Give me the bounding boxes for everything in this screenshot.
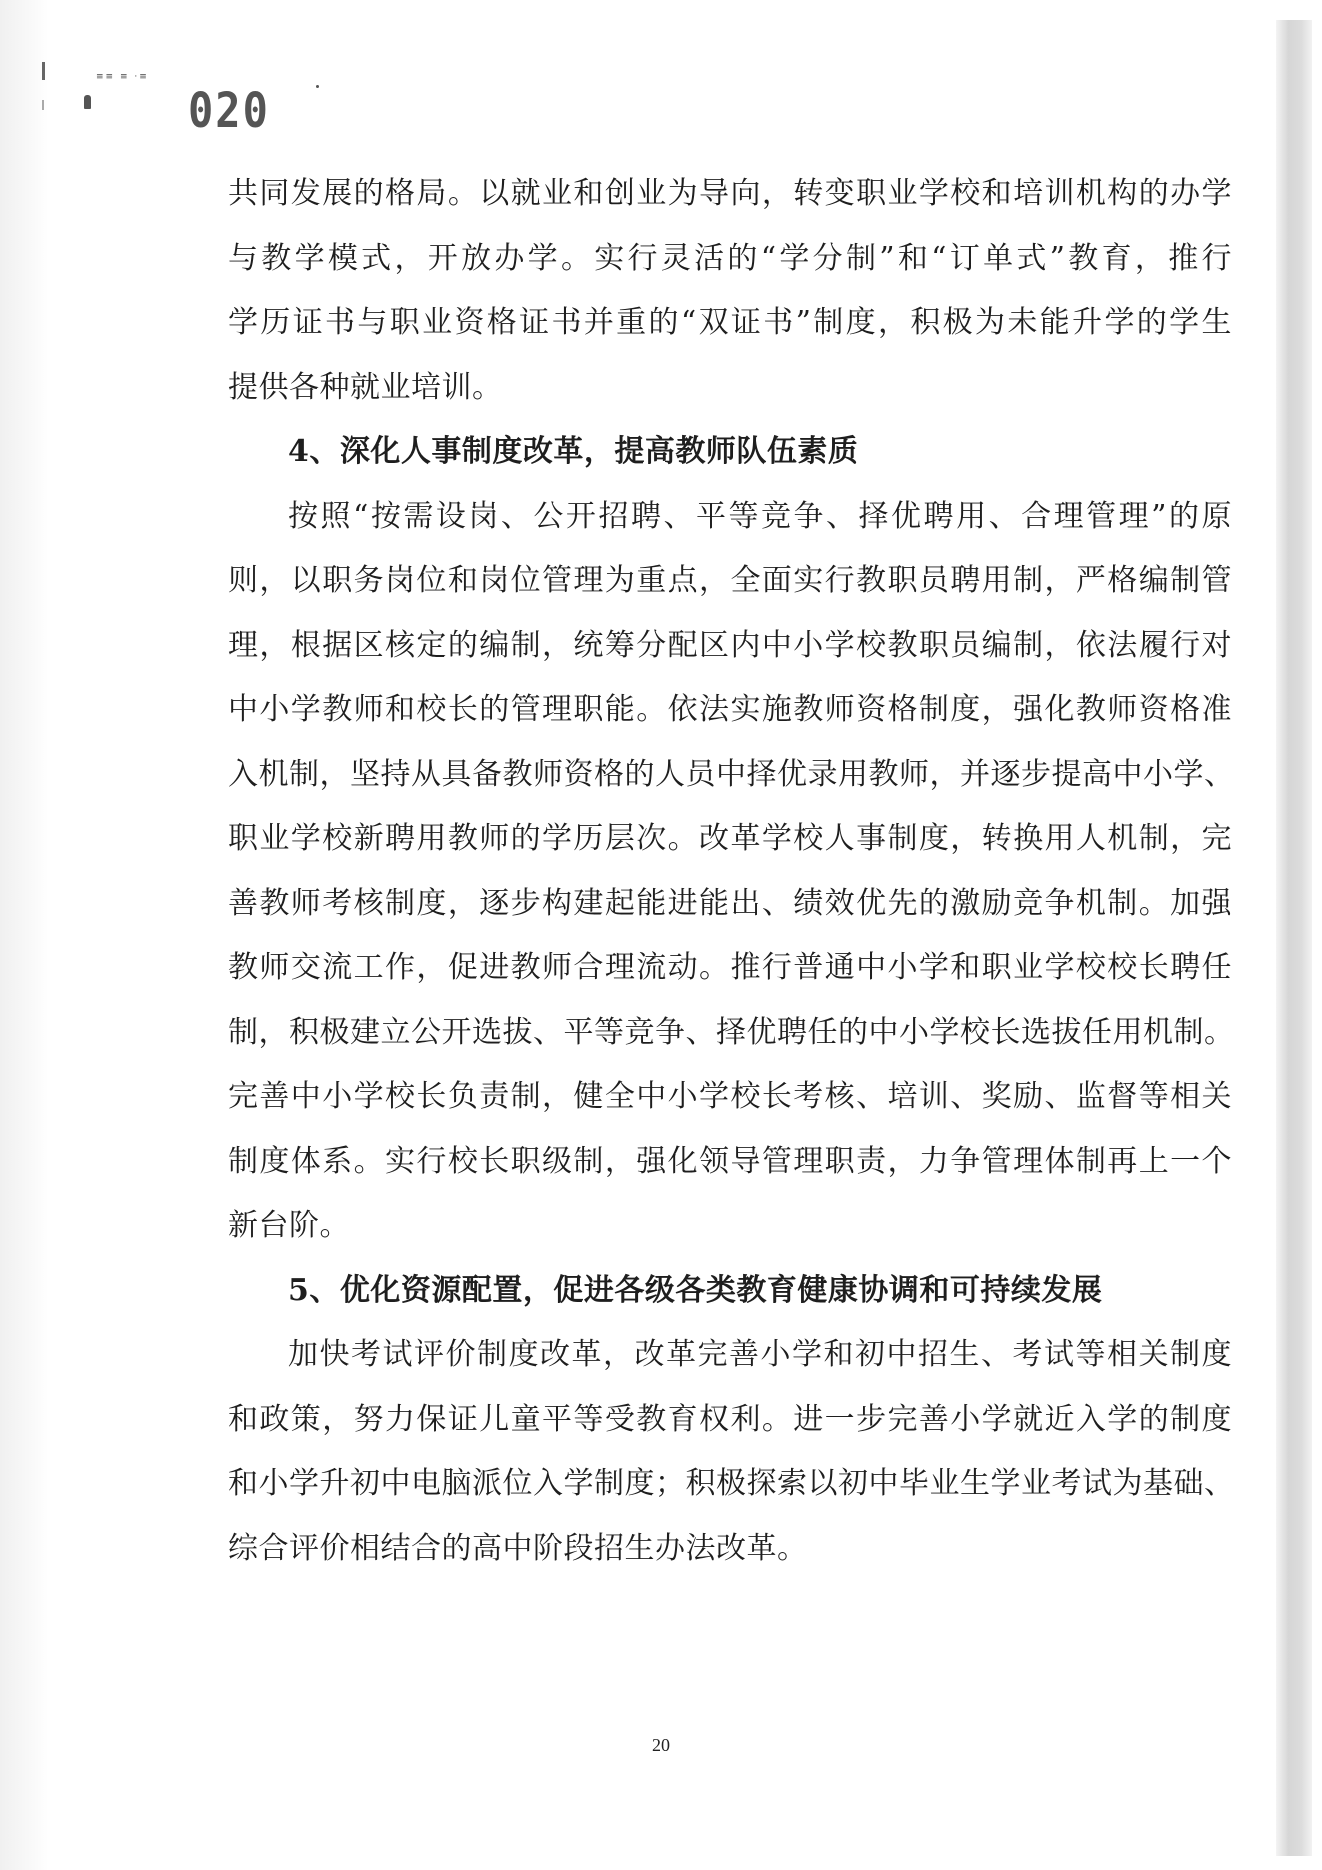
paragraph-line: 共同发展的格局。以就业和创业为导向，转变职业学校和培训机构的办学: [228, 176, 1232, 211]
handwritten-scribble: ≡≡ ≡ ·≡: [96, 72, 149, 82]
paragraph-line: 新台阶。: [228, 1208, 350, 1243]
document-body: [228, 162, 1235, 1581]
stamped-page-number: 020: [188, 82, 270, 139]
paragraph-line: 入机制，坚持从具备教师资格的人员中择优录用教师，并逐步提高中小学、: [228, 756, 1235, 792]
paragraph-line: 理，根据区核定的编制，统筹分配区内中小学校教职员编制，依法履行对: [228, 627, 1232, 663]
paragraph-line: 中小学教师和校长的管理职能。依法实施教师资格制度，强化教师资格准: [228, 692, 1232, 727]
scan-mark: [42, 62, 45, 80]
paragraph-line: 学历证书与职业资格证书并重的“双证书”制度，积极为未能升学的学生: [228, 305, 1232, 340]
paragraph-line: 和政策，努力保证儿童平等受教育权利。进一步完善小学就近入学的制度: [228, 1401, 1232, 1437]
paragraph-line: 加快考试评价制度改革，改革完善小学和初中招生、考试等相关制度: [288, 1337, 1232, 1372]
scan-mark: [42, 100, 44, 110]
scan-left-margin-shadow: [0, 0, 48, 1870]
paragraph-line: 综合评价相结合的高中阶段招生办法改革。: [228, 1530, 808, 1566]
section-heading-5: 5、优化资源配置，促进各级各类教育健康协调和可持续发展: [288, 1272, 1103, 1308]
paragraph-line: 制度体系。实行校长职级制，强化领导管理职责，力争管理体制再上一个: [228, 1143, 1232, 1179]
paragraph-line: 完善中小学校长负责制，健全中小学校长考核、培训、奖励、监督等相关: [228, 1079, 1232, 1114]
paragraph-line: 善教师考核制度，逐步构建起能进能出、绩效优先的激励竞争机制。加强: [228, 885, 1232, 921]
section-heading-4: 4、深化人事制度改革，提高教师队伍素质: [288, 434, 859, 469]
paragraph-line: 制，积极建立公开选拔、平等竞争、择优聘任的中小学校长选拔任用机制。: [228, 1014, 1235, 1050]
pin-mark-icon: [84, 95, 91, 109]
paragraph-line: 与教学模式，开放办学。实行灵活的“学分制”和“订单式”教育，推行: [228, 240, 1232, 276]
paragraph-line: 提供各种就业培训。: [228, 369, 503, 405]
paragraph-line: 职业学校新聘用教师的学历层次。改革学校人事制度，转换用人机制，完: [228, 821, 1232, 856]
paragraph-line: 按照“按需设岗、公开招聘、平等竞争、择优聘用、合理管理”的原: [288, 498, 1232, 534]
scan-right-margin-shadow: [1276, 20, 1312, 1856]
paragraph-line: 教师交流工作，促进教师合理流动。推行普通中小学和职业学校校长聘任: [228, 950, 1232, 985]
paragraph-line: 则，以职务岗位和岗位管理为重点，全面实行教职员聘用制，严格编制管: [228, 563, 1232, 598]
paragraph-line: 和小学升初中电脑派位入学制度；积极探索以初中毕业生学业考试为基础、: [228, 1466, 1235, 1501]
scan-speck: [316, 85, 319, 88]
page-number: 20: [652, 1735, 670, 1755]
